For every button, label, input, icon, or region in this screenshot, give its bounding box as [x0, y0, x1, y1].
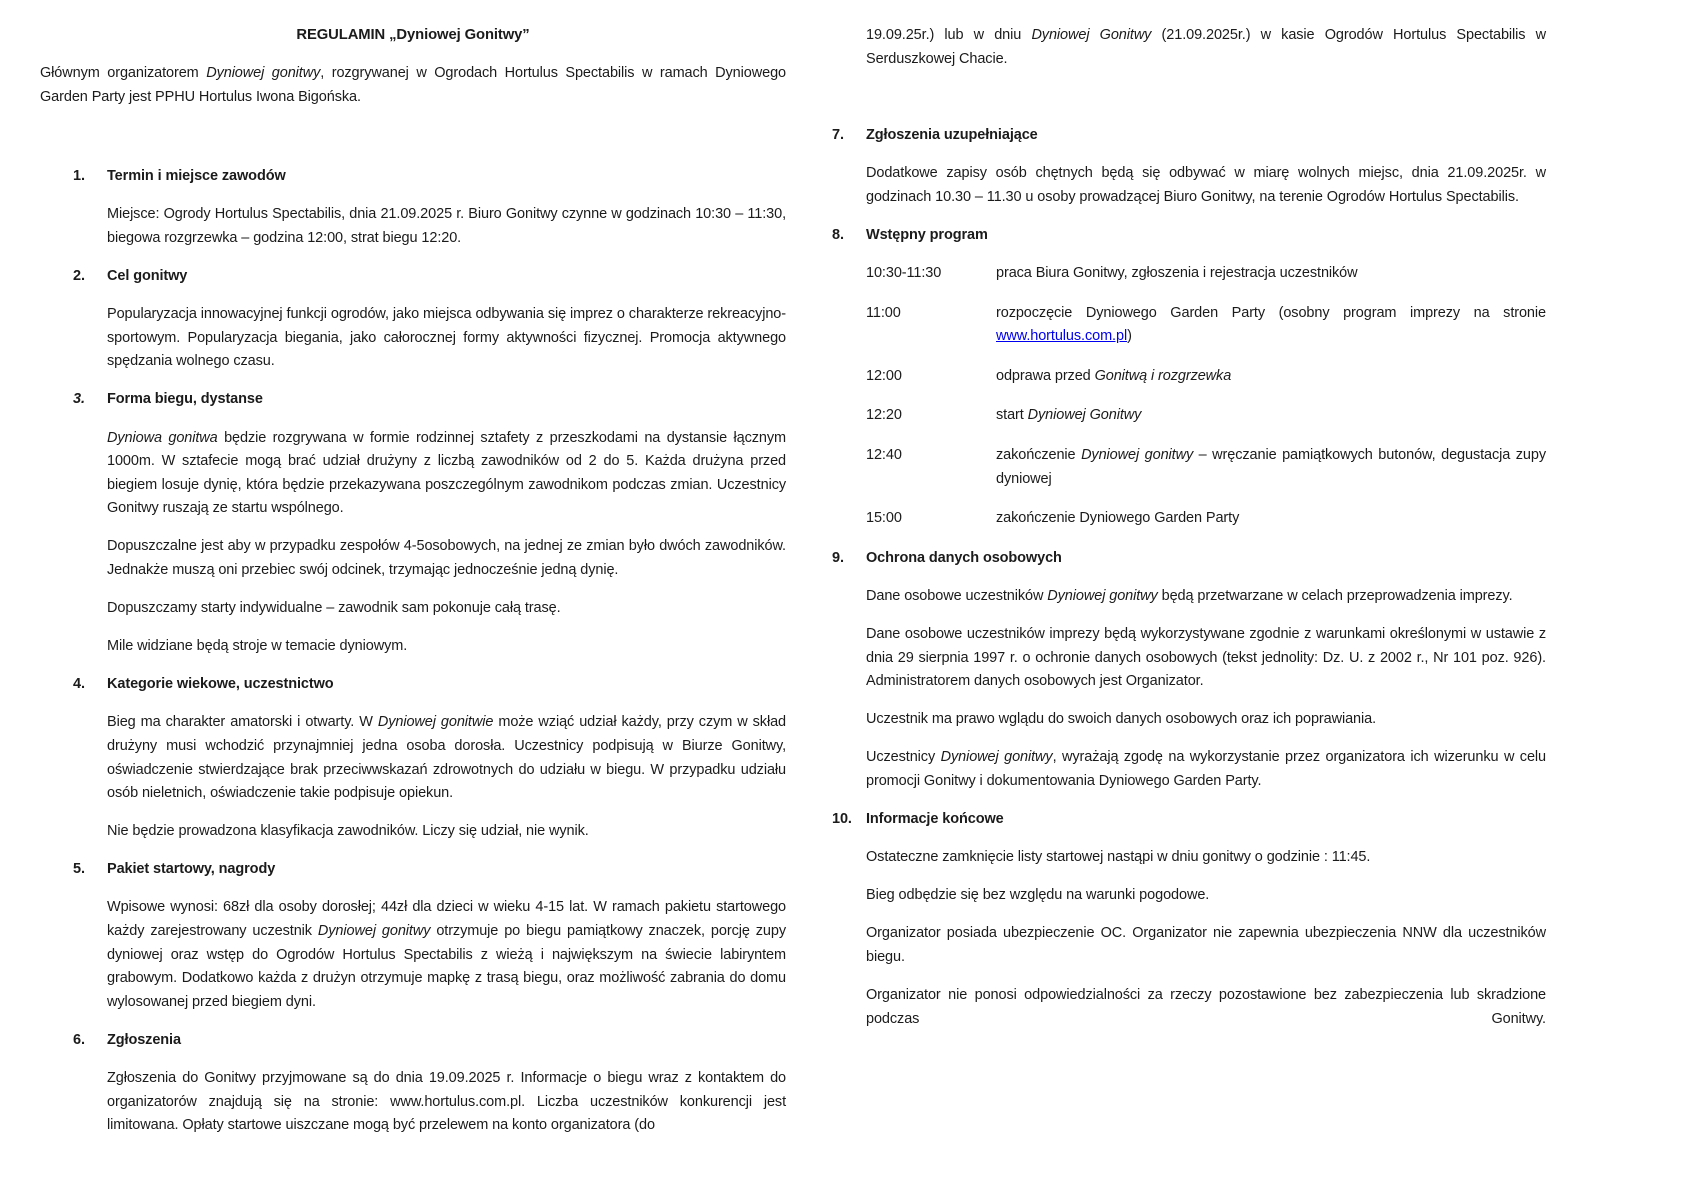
- paragraph: Ostateczne zamknięcie listy startowej nastąpi w dniu gonitwy o godzinie : 11:45.: [866, 849, 1371, 866]
- schedule-row: [866, 507, 1546, 531]
- left-column: [40, 24, 786, 1152]
- section-number: 8.: [832, 226, 844, 243]
- schedule-description: start Dyniowej Gonitwy: [996, 407, 1142, 424]
- section-number: 5.: [73, 861, 85, 878]
- paragraph: Popularyzacja innowacyjnej funkcji ogrodów, jako miejsca odbywania się imprez o charakterze rekreacyjno-sportowym. Popularyzacja biegania, jako całorocznej formy aktywności fizycznej. Promocja aktywnego spędzania wolnego czasu.: [107, 306, 786, 370]
- schedule-description: odprawa przed Gonitwą i rozgrzewka: [996, 367, 1232, 384]
- schedule-row: [866, 302, 1546, 349]
- paragraph: Organizator posiada ubezpieczenie OC. Organizator nie zapewnia ubezpieczenia NNW dla uczestników biegu.: [866, 925, 1546, 965]
- section-number: 7.: [832, 127, 844, 144]
- paragraph: Nie będzie prowadzona klasyfikacja zawodników. Liczy się udział, nie wynik.: [107, 823, 589, 840]
- section-title: Informacje końcowe: [866, 811, 1004, 828]
- section-1: [73, 165, 786, 250]
- paragraph: Dopuszczalne jest aby w przypadku zespołów 4-5osobowych, na jednej ze zmian było dwóch zawodników. Jednakże muszą oni przebiec swój odcinek, trzymając jednocześnie jedną dynię.: [107, 538, 786, 578]
- section-title: Zgłoszenia uzupełniające: [866, 127, 1038, 144]
- paragraph: Dane osobowe uczestników imprezy będą wykorzystywane zgodnie z warunkami określonymi w ustawie z dnia 29 sierpnia 1997 r. o ochronie danych osobowych (tekst jednolity: Dz. U. z 2002 r., Nr 101 poz. 926). Administratorem danych osobowych jest Organizator.: [866, 626, 1546, 690]
- section-number: 10.: [832, 811, 852, 828]
- section-heading: [73, 1029, 786, 1053]
- paragraph: Bieg odbędzie się bez względu na warunki pogodowe.: [866, 887, 1210, 904]
- schedule-description: zakończenie Dyniowego Garden Party: [996, 510, 1240, 527]
- section-title: Zgłoszenia: [107, 1031, 181, 1048]
- paragraph: Organizator nie ponosi odpowiedzialności za rzeczy pozostawione bez zabezpieczenia lub skradzione podczas Gonitwy.: [866, 987, 1546, 1027]
- section-8: [832, 224, 1546, 531]
- schedule-row: [866, 262, 1546, 286]
- section-heading: [73, 388, 786, 412]
- paragraph: Dane osobowe uczestników Dyniowej gonitwy będą przetwarzane w celach przeprowadzenia imprezy.: [866, 587, 1513, 604]
- section-4: [73, 673, 786, 844]
- paragraph: Bieg ma charakter amatorski i otwarty. W Dyniowej gonitwie może wziąć udział każdy, przy czym w skład drużyny musi wchodzić przynajmniej jedna osoba dorosła. Uczestnicy podpisują w Biurze Gonitwy, oświadczenie stwierdzające brak przeciwwskazań zdrowotnych do udziału w biegu. W przypadku udziału osób nieletnich, oświadczenie takie podpisuje opiekun.: [107, 714, 787, 802]
- section-title: Pakiet startowy, nagrody: [107, 861, 276, 878]
- paragraph: Zgłoszenia do Gonitwy przyjmowane są do dnia 19.09.2025 r. Informacje o biegu wraz z kontaktem do organizatorów znajdują się na stronie: www.hortulus.com.pl. Liczba uczestników konkurencji jest limitowana. Opłaty startowe uiszczane mogą być przelewem na konto organizatora (do: [107, 1070, 786, 1134]
- paragraph: Dopuszczamy starty indywidualne – zawodnik sam pokonuje całą trasę.: [107, 600, 561, 617]
- paragraph: Wpisowe wynosi: 68zł dla osoby dorosłej; 44zł dla dzieci w wieku 4-15 lat. W ramach pakietu startowego każdy zarejestrowany uczestnik Dyniowej gonitwy otrzymuje po biegu pamiątkowy znaczek, porcję zupy dyniowej oraz wstęp do Ogrodów Hortulus Spectabilis z wieżą i największym na świecie labiryntem grabowym. Dodatkowo każda z drużyn otrzymuje mapkę z trasą biegu, oraz możliwość zabrania do domu wylosowanej przed biegiem dyni.: [107, 899, 786, 1010]
- schedule-description: zakończenie Dyniowej gonitwy – wręczanie pamiątkowych butonów, degustacja zupy dyniowej: [996, 447, 1547, 487]
- section-title: Ochrona danych osobowych: [866, 549, 1062, 566]
- section-title: Forma biegu, dystanse: [107, 391, 263, 408]
- section-number: 4.: [73, 676, 85, 693]
- schedule-time: 12:00: [866, 367, 902, 384]
- section-title: Termin i miejsce zawodów: [107, 168, 286, 185]
- right-sections: [832, 124, 1546, 1031]
- section-6: [73, 1029, 786, 1138]
- section-number: 9.: [832, 549, 844, 566]
- section-heading: [832, 224, 1546, 248]
- paragraph: Dodatkowe zapisy osób chętnych będą się odbywać w miarę wolnych miejsc, dnia 21.09.2025r. w godzinach 10.30 – 11.30 u osoby prowadzącej Biuro Gonitwy, na terenie Ogrodów Hortulus Spectabilis.: [866, 165, 1546, 205]
- document-title: REGULAMIN „Dyniowej Gonitwy”: [296, 27, 530, 43]
- paragraph: Mile widziane będą stroje w temacie dyniowym.: [107, 638, 408, 655]
- schedule-row: [866, 365, 1546, 389]
- section-heading: [832, 547, 1546, 571]
- schedule-time: 12:20: [866, 407, 902, 424]
- section-number: 2.: [73, 268, 85, 285]
- schedule-description: praca Biura Gonitwy, zgłoszenia i rejestracja uczestników: [996, 265, 1358, 282]
- right-column: [832, 24, 1546, 1046]
- section-2: [73, 265, 786, 374]
- schedule-time: 12:40: [866, 447, 902, 464]
- schedule-time: 11:00: [866, 304, 901, 321]
- intro-paragraph: Głównym organizatorem Dyniowej gonitwy, rozgrywanej w Ogrodach Hortulus Spectabilis w ramach Dyniowego Garden Party jest PPHU Hortulus Iwona Bigońska.: [40, 65, 786, 105]
- section-7: [832, 124, 1546, 209]
- section-number: 1.: [73, 168, 85, 185]
- section-heading: [73, 858, 786, 882]
- paragraph: Uczestnik ma prawo wglądu do swoich danych osobowych oraz ich poprawiania.: [866, 711, 1377, 728]
- section-heading: [832, 808, 1546, 832]
- section-10: [832, 808, 1546, 1031]
- section-heading: [73, 265, 786, 289]
- section-title: Wstępny program: [866, 226, 988, 243]
- paragraph: Miejsce: Ogrody Hortulus Spectabilis, dnia 21.09.2025 r. Biuro Gonitwy czynne w godzinach 10:30 – 11:30, biegowa rozgrzewka – godzina 12:00, strat biegu 12:20.: [107, 206, 786, 246]
- section-title: Kategorie wiekowe, uczestnictwo: [107, 676, 334, 693]
- schedule-row: [866, 404, 1546, 428]
- section-5: [73, 858, 786, 1014]
- schedule-description: rozpoczęcie Dyniowego Garden Party (osobny program imprezy na stronie www.hortulus.com.pl): [996, 304, 1546, 345]
- section-number: 6.: [73, 1031, 85, 1048]
- left-sections: [73, 165, 786, 1138]
- section-title: Cel gonitwy: [107, 268, 188, 285]
- hortulus-link[interactable]: www.hortulus.com.pl: [996, 328, 1128, 345]
- section-heading: [73, 165, 786, 189]
- section-heading: [832, 124, 1546, 148]
- schedule-time: 15:00: [866, 510, 902, 527]
- paragraph: Uczestnicy Dyniowej gonitwy, wyrażają zgodę na wykorzystanie przez organizatora ich wizerunku w celu promocji Gonitwy i dokumentowania Dyniowego Garden Party.: [866, 749, 1547, 789]
- lead-paragraph: 19.09.25r.) lub w dniu Dyniowej Gonitwy (21.09.2025r.) w kasie Ogrodów Hortulus Spectabilis w Serduszkowej Chacie.: [866, 27, 1547, 67]
- paragraph: Dyniowa gonitwa będzie rozgrywana w formie rodzinnej sztafety z przeszkodami na dystansie łącznym 1000m. W sztafecie mogą brać udział drużyny z liczbą zawodników od 2 do 5. Każda drużyna przed biegiem losuje dynię, która będzie przekazywana poszczególnym zawodnikom podczas zmian. Uczestnicy Gonitwy ruszają ze startu wspólnego.: [107, 429, 786, 517]
- section-heading: [73, 673, 786, 697]
- section-3: [73, 388, 786, 658]
- schedule-time: 10:30-11:30: [866, 265, 942, 282]
- schedule-row: [866, 444, 1546, 491]
- section-9: [832, 547, 1546, 794]
- section-number: 3.: [73, 391, 85, 408]
